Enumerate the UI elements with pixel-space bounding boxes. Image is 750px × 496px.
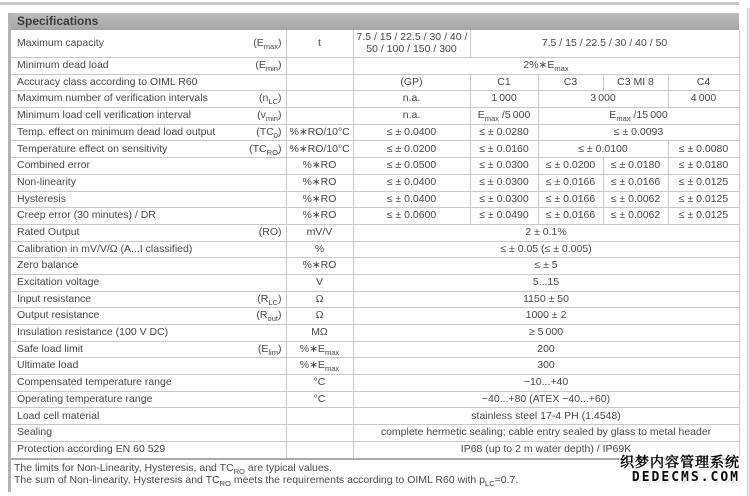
spec-value: ≤ ± 0.0300: [470, 174, 538, 191]
spec-unit: [286, 425, 353, 442]
spec-value: ≤ ± 0.0180: [668, 158, 739, 175]
spec-value: 1150 ± 50: [353, 291, 739, 308]
spec-symbol: $(TC_{RO})$: [249, 142, 282, 157]
spec-symbol: (RO): [258, 225, 282, 238]
spec-symbol: $(E_{lim})$: [257, 342, 282, 357]
spec-unit: mV/V: [286, 224, 353, 241]
spec-label: Minimum load cell verification interval: [17, 109, 191, 122]
specifications-table: [11, 13, 739, 460]
spec-label: Combined error: [17, 159, 90, 172]
spec-value: 2 ± 0.1%: [353, 224, 739, 241]
spec-unit: t: [286, 30, 353, 58]
spec-row: [11, 158, 739, 175]
spec-symbol: $(n_{LC})$: [259, 92, 282, 107]
spec-value: ≤ ± 0.0100: [538, 141, 668, 158]
spec-row: [11, 274, 739, 291]
spec-value: 3 000: [538, 91, 668, 108]
spec-unit: [286, 108, 353, 125]
spec-label: Input resistance: [17, 292, 92, 305]
spec-value: 300: [353, 358, 739, 375]
spec-label: Rated Output: [17, 225, 80, 238]
watermark-domain-text: DEDECMS.COM: [631, 470, 740, 485]
spec-value: ≤ ± 0.0400: [353, 191, 470, 208]
spec-unit: °C: [286, 375, 353, 392]
spec-row: [11, 325, 739, 342]
spec-label-cell: [11, 74, 286, 91]
spec-row: [11, 358, 739, 375]
spec-value: $E_{max}$ /5 000: [470, 108, 538, 125]
spec-label: Maximum number of verification intervals: [17, 92, 208, 105]
spec-unit: V: [286, 274, 353, 291]
spec-value: ≤ ± 0.0093: [538, 124, 739, 141]
spec-label: Compensated temperature range: [17, 376, 172, 389]
spec-value: n.a.: [353, 108, 470, 125]
spec-value: ≤ ± 0.0125: [668, 191, 739, 208]
spec-label-cell: [11, 258, 286, 275]
spec-label-cell: [11, 408, 286, 425]
spec-label-cell: [11, 375, 286, 392]
spec-row: [11, 108, 739, 125]
spec-label-cell: [11, 274, 286, 291]
spec-value: ≤ ± 0.0180: [603, 158, 668, 175]
spec-value: ≤ ± 0.0280: [470, 124, 538, 141]
watermark-cn-text: 织梦内容管理系统: [620, 454, 740, 470]
spec-label: Minimum dead load: [17, 59, 109, 72]
spec-unit: MΩ: [286, 325, 353, 342]
spec-unit: [286, 441, 353, 458]
spec-label-cell: [11, 141, 286, 158]
spec-value: (GP): [353, 74, 470, 91]
spec-value: ≤ ± 0.0160: [470, 141, 538, 158]
spec-unit: °C: [286, 391, 353, 408]
spec-row: [11, 141, 739, 158]
spec-row: [11, 174, 739, 191]
spec-label: Accuracy class according to OIML R60: [17, 75, 198, 88]
spec-label-cell: [11, 291, 286, 308]
spec-value: ≤ ± 0.0200: [538, 158, 603, 175]
spec-value: C3 MI 8: [603, 74, 668, 91]
spec-row: [11, 30, 739, 58]
spec-value: n.a.: [353, 91, 470, 108]
spec-label-cell: [11, 241, 286, 258]
spec-row: [11, 58, 739, 75]
spec-label: Excitation voltage: [17, 276, 100, 288]
dedecms-watermark: [620, 455, 740, 485]
spec-unit: [286, 58, 353, 75]
spec-value: ≤ ± 0.0125: [668, 174, 739, 191]
spec-row: [11, 258, 739, 275]
spec-symbol: $(R_{out})$: [256, 309, 282, 324]
spec-label-cell: [11, 124, 286, 141]
spec-value: 4 000: [668, 91, 739, 108]
spec-label: Zero balance: [17, 259, 79, 272]
spec-label-cell: [11, 425, 286, 442]
spec-value: C4: [668, 74, 739, 91]
spec-symbol: $(E_{max})$: [253, 36, 282, 51]
spec-label: Insulation resistance (100 V DC): [17, 326, 169, 339]
spec-label: Maximum capacity: [17, 36, 104, 49]
spec-unit: %∗RO/10°C: [286, 124, 353, 141]
spec-label-cell: [11, 30, 286, 58]
spec-value: ≤ ± 0.0062: [603, 208, 668, 225]
spec-label: Protection according EN 60 529: [17, 442, 166, 455]
spec-unit: %∗RO: [286, 208, 353, 225]
spec-symbol: $(R_{LC})$: [257, 292, 282, 307]
spec-value: ≤ ± 0.0400: [353, 124, 470, 141]
spec-unit: $\%∗E_{max}$: [286, 341, 353, 358]
spec-row: [11, 425, 739, 442]
spec-unit: [286, 408, 353, 425]
spec-label-cell: [11, 58, 286, 75]
spec-value: 5...15: [353, 274, 739, 291]
spec-value: ≤ ± 0.0300: [470, 191, 538, 208]
spec-value: ≤ ± 0.0166: [603, 174, 668, 191]
spec-label: Calibration in mV/V/Ω (A...I classified): [17, 242, 193, 255]
spec-value: ≤ ± 0.0400: [353, 174, 470, 191]
spec-value: ≤ ± 0.0500: [353, 158, 470, 175]
spec-value: ≤ ± 5: [353, 258, 739, 275]
spec-value: ≤ ± 0.0200: [353, 141, 470, 158]
spec-value: $E_{max}$ /15 000: [538, 108, 739, 125]
spec-label: Ultimate load: [17, 359, 79, 372]
spec-table-body: [11, 30, 739, 459]
spec-label: Temp. effect on minimum dead load output: [17, 125, 216, 138]
spec-table: [11, 30, 740, 460]
spec-unit: %∗RO: [286, 191, 353, 208]
spec-value: 1 000: [470, 91, 538, 108]
spec-label: Non-linearity: [17, 175, 76, 188]
spec-row: [11, 375, 739, 392]
spec-label: Sealing: [17, 426, 53, 439]
spec-label-cell: [11, 341, 286, 358]
spec-label: Safe load limit: [17, 342, 83, 355]
spec-value: ≤ ± 0.0166: [538, 191, 603, 208]
spec-label-cell: [11, 358, 286, 375]
spec-row: [11, 291, 739, 308]
spec-row: [11, 224, 739, 241]
spec-row: [11, 408, 739, 425]
spec-unit: [286, 91, 353, 108]
spec-unit: $\%∗E_{max}$: [286, 358, 353, 375]
spec-value: ≤ ± 0.0125: [668, 208, 739, 225]
spec-label: Hysteresis: [17, 192, 67, 205]
spec-value: IP68 (up to 2 m water depth) / IP69K: [353, 441, 739, 458]
spec-value: C1: [470, 74, 538, 91]
spec-row: [11, 341, 739, 358]
spec-label-cell: [11, 191, 286, 208]
spec-label: Output resistance: [17, 309, 100, 322]
spec-value: ≤ ± 0.0300: [470, 158, 538, 175]
spec-value: complete hermetic sealing; cable entry sealed by glass to metal header: [353, 425, 739, 442]
spec-row: [11, 208, 739, 225]
spec-row: [11, 241, 739, 258]
spec-symbol: $(v_{min})$: [257, 109, 282, 124]
spec-value: ≤ ± 0.0062: [603, 191, 668, 208]
spec-label-cell: [11, 325, 286, 342]
spec-unit: Ω: [286, 308, 353, 325]
spec-label-cell: [11, 224, 286, 241]
spec-value: 200: [353, 341, 739, 358]
footnotes: [14, 462, 519, 489]
spec-value: −10...+40: [353, 375, 739, 392]
spec-unit: %∗RO: [286, 174, 353, 191]
spec-value: C3: [538, 74, 603, 91]
spec-value: ≥ 5 000: [353, 325, 739, 342]
spec-label-cell: [11, 441, 286, 458]
spec-row: [11, 191, 739, 208]
spec-unit: [286, 74, 353, 91]
spec-value: 7.5 / 15 / 22.5 / 30 / 40 / 50 / 100 / 150 / 300: [353, 30, 470, 58]
spec-label: Creep error (30 minutes) / DR: [17, 209, 156, 222]
spec-row: [11, 391, 739, 408]
spec-unit: %: [286, 241, 353, 258]
spec-label-cell: [11, 208, 286, 225]
spec-symbol: $(E_{min})$: [255, 59, 282, 74]
spec-row: [11, 308, 739, 325]
table-title: Specifications: [11, 13, 739, 30]
spec-value: ≤ ± 0.0166: [538, 208, 603, 225]
spec-value: ≤ ± 0.0166: [538, 174, 603, 191]
footnote-line: The limits for Non-Linearity, Hysteresis, and $TC_{RO}$ are typical values.: [14, 462, 332, 477]
spec-label: Load cell material: [17, 409, 100, 422]
spec-label: Operating temperature range: [17, 392, 153, 405]
spec-row: [11, 91, 739, 108]
spec-label-cell: [11, 391, 286, 408]
spec-symbol: $(TC_0)$: [256, 125, 282, 140]
spec-value: ≤ ± 0.05 (≤ ± 0.005): [353, 241, 739, 258]
spec-unit: Ω: [286, 291, 353, 308]
spec-value: ≤ ± 0.0490: [470, 208, 538, 225]
spec-value: ≤ ± 0.0600: [353, 208, 470, 225]
spec-value: $2\%∗E_{max}$: [353, 58, 739, 75]
spec-unit: %∗RO/10°C: [286, 141, 353, 158]
spec-value: 7.5 / 15 / 22.5 / 30 / 40 / 50: [470, 30, 739, 58]
spec-label-cell: [11, 108, 286, 125]
spec-unit: %∗RO: [286, 258, 353, 275]
spec-unit: %∗RO: [286, 158, 353, 175]
spec-label-cell: [11, 91, 286, 108]
page-top-rule: [0, 2, 739, 5]
spec-label-cell: [11, 174, 286, 191]
spec-row: [11, 74, 739, 91]
spec-value: 1000 ± 2: [353, 308, 739, 325]
footnote-line: The sum of Non-linearity, Hysteresis and $TC_{RO}$ meets the requirements according to OIML R60 with $p_{LC}=0.7$.: [14, 474, 519, 489]
spec-value: ≤ ± 0.0080: [668, 141, 739, 158]
spec-label-cell: [11, 308, 286, 325]
spec-label: Temperature effect on sensitivity: [17, 142, 168, 155]
spec-label-cell: [11, 158, 286, 175]
spec-value: stainless steel 17-4 PH (1.4548): [353, 408, 739, 425]
spec-row: [11, 124, 739, 141]
spec-value: −40...+80 (ATEX −40...+60): [353, 391, 739, 408]
